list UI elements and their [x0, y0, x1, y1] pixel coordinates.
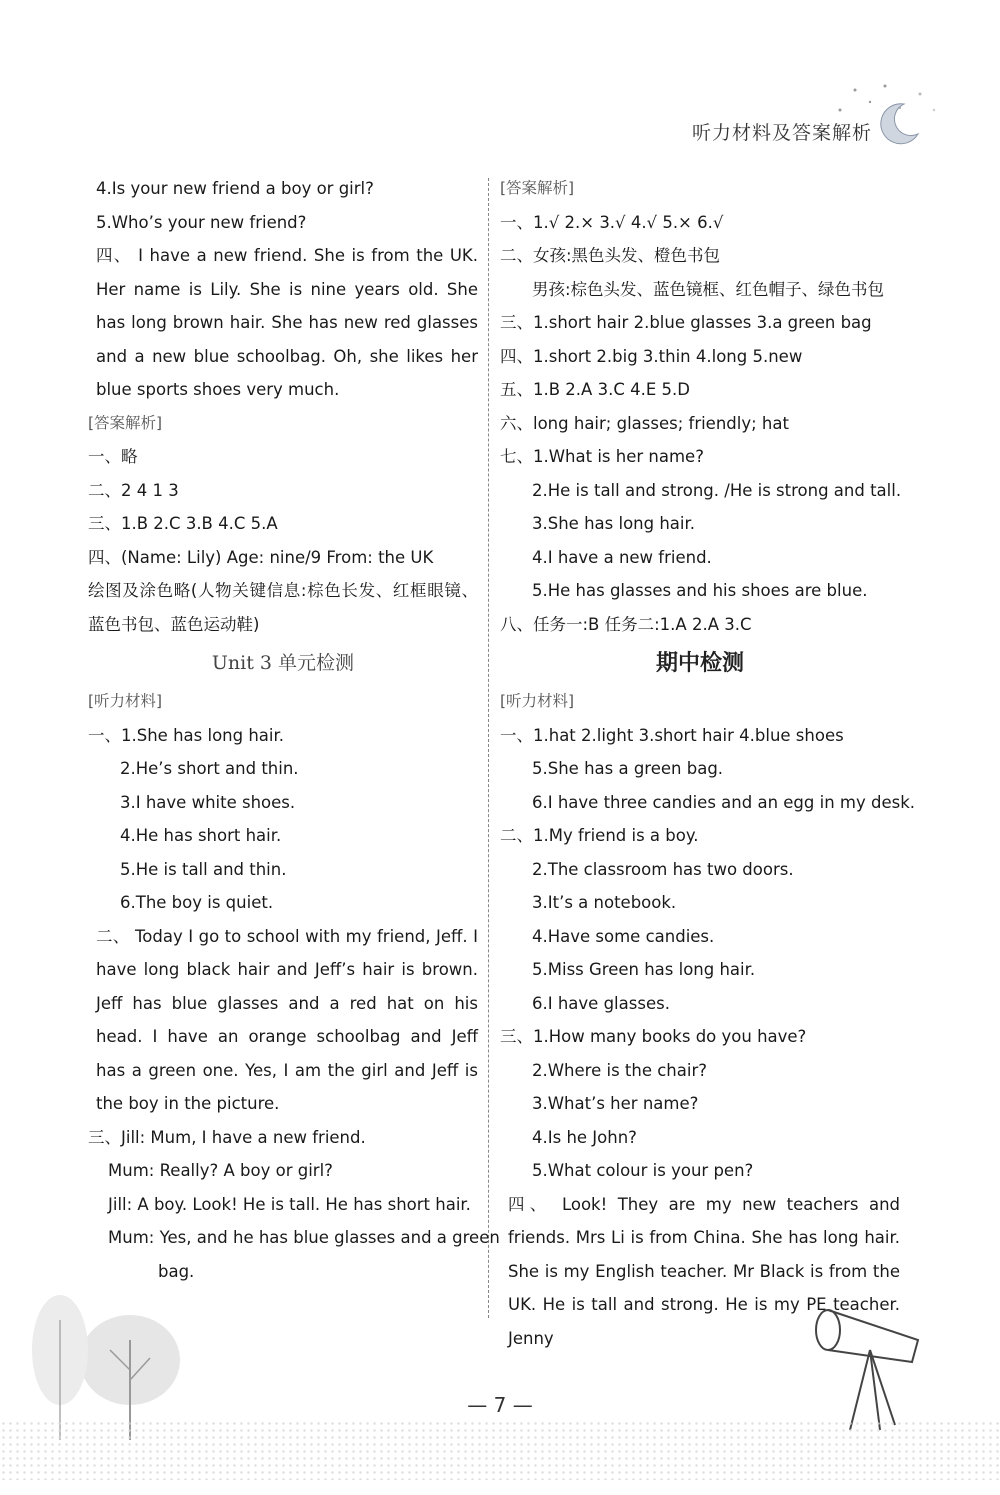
dialog-line: Jill: A boy. Look! He is tall. He has short hair.	[108, 1194, 471, 1214]
answer-line: 三、1.B 2.C 3.B 4.C 5.A	[88, 514, 278, 533]
listening-line: 一、1.hat 2.light 3.short hair 4.blue shoes	[500, 725, 844, 745]
right-column	[500, 172, 916, 1355]
dialog-line: Mum: Really? A boy or girl?	[108, 1161, 333, 1180]
listening-line: 4.He has short hair.	[120, 826, 282, 845]
listening-line: 2.Where is the chair?	[532, 1060, 707, 1080]
answer-line: 二、2 4 1 3	[88, 480, 179, 500]
listening-line: 6.I have glasses.	[532, 993, 670, 1013]
answer-line: 八、任务一:B 任务二:1.A 2.A 3.C	[500, 614, 752, 634]
listening-line: 5.He is tall and thin.	[120, 859, 287, 879]
answer-line: 六、long hair; glasses; friendly; hat	[500, 413, 789, 433]
listening-line: 6.I have three candies and an egg in my desk.	[532, 792, 916, 812]
listening-line: 三、1.How many books do you have?	[500, 1027, 807, 1046]
dialog-line: 三、Jill: Mum, I have a new friend.	[88, 1127, 366, 1147]
answer-line: 五、1.B 2.A 3.C 4.E 5.D	[500, 380, 690, 399]
text-line: 5.Who’s your new friend?	[96, 212, 307, 232]
answer-line: 一、1.√ 2.× 3.√ 4.√ 5.× 6.√	[500, 212, 724, 232]
text-line: 4.Is your new friend a boy or girl?	[96, 179, 374, 198]
section-title-unit3: Unit 3 单元检测	[211, 652, 355, 674]
listening-line: 一、1.She has long hair.	[88, 725, 285, 745]
dotted-ground-decoration	[0, 1420, 1000, 1480]
answer-line: 四、(Name: Lily) Age: nine/9 From: the UK	[88, 547, 434, 567]
dialog-line: bag.	[158, 1261, 195, 1281]
answer-line: 4.I have a new friend.	[532, 547, 712, 567]
answer-line: 3.She has long hair.	[532, 514, 696, 533]
column-divider	[488, 178, 489, 1318]
answer-line: 七、1.What is her name?	[500, 447, 704, 466]
page-header-title: 听力材料及答案解析	[691, 122, 872, 144]
telescope-illustration	[800, 1300, 940, 1440]
listening-line: 5.What colour is your pen?	[532, 1161, 754, 1180]
section-title-midterm: 期中检测	[655, 650, 744, 676]
listening-line: 二、1.My friend is a boy.	[500, 826, 699, 845]
listening-paragraph: 二、 Today I go to school with my friend, Jeff. I have long black hair and Jeff’s hair is brown. Jeff has blue glasses and a red hat on his head. I have an orange schoolbag and Jeff has a green one. Yes, I am the girl and Jeff is the boy in the picture.	[96, 926, 478, 1113]
answer-analysis-tag: [答案解析]	[88, 413, 163, 432]
page-number: — 7 —	[467, 1393, 533, 1417]
listening-paragraph: 四、 Look! They are my new teachers and friends. Mrs Li is from China. She has long hair. She is my English teacher. Mr Black is from the UK. He is tall and strong. He is my PE teacher. Jenny	[508, 1194, 900, 1348]
answer-line: 绘图及涂色略(人物关键信息:棕色长发、红框眼镜、蓝色书包、蓝色运动鞋)	[88, 581, 478, 634]
listening-line: 5.She has a green bag.	[532, 759, 724, 778]
moon-icon	[874, 100, 922, 148]
listening-line: 4.Have some candies.	[532, 926, 715, 946]
listening-line: 2.The classroom has two doors.	[532, 859, 794, 879]
listening-paragraph: 四、 I have a new friend. She is from the UK. Her name is Lily. She is nine years old. She has long brown hair. She has new red glasses and a new blue schoolbag. Oh, she likes her blue sports shoes very much.	[96, 246, 478, 399]
listening-line: 3.I have white shoes.	[120, 792, 296, 812]
listening-line: 2.He’s short and thin.	[120, 759, 299, 778]
listening-line: 6.The boy is quiet.	[120, 893, 274, 912]
listening-line: 4.Is he John?	[532, 1127, 637, 1147]
answer-analysis-tag: [答案解析]	[500, 179, 575, 197]
answer-line: 四、1.short 2.big 3.thin 4.long 5.new	[500, 346, 803, 366]
listening-line: 3.What’s her name?	[532, 1094, 699, 1113]
listening-line: 3.It’s a notebook.	[532, 893, 677, 912]
answer-line: 二、女孩:黑色头发、橙色书包	[500, 246, 721, 265]
listening-line: 5.Miss Green has long hair.	[532, 960, 756, 979]
answer-line: 三、1.short hair 2.blue glasses 3.a green bag	[500, 313, 872, 332]
answer-line: 男孩:棕色头发、蓝色镜框、红色帽子、绿色书包	[532, 279, 885, 299]
listening-material-tag: [听力材料]	[500, 692, 575, 710]
answer-line: 2.He is tall and strong. /He is strong and tall.	[532, 480, 902, 500]
answer-line: 一、略	[88, 447, 138, 466]
listening-material-tag: [听力材料]	[88, 692, 163, 710]
left-column	[88, 172, 500, 1288]
dialog-line: Mum: Yes, and he has blue glasses and a green	[108, 1228, 500, 1247]
answer-line: 5.He has glasses and his shoes are blue.	[532, 581, 868, 600]
